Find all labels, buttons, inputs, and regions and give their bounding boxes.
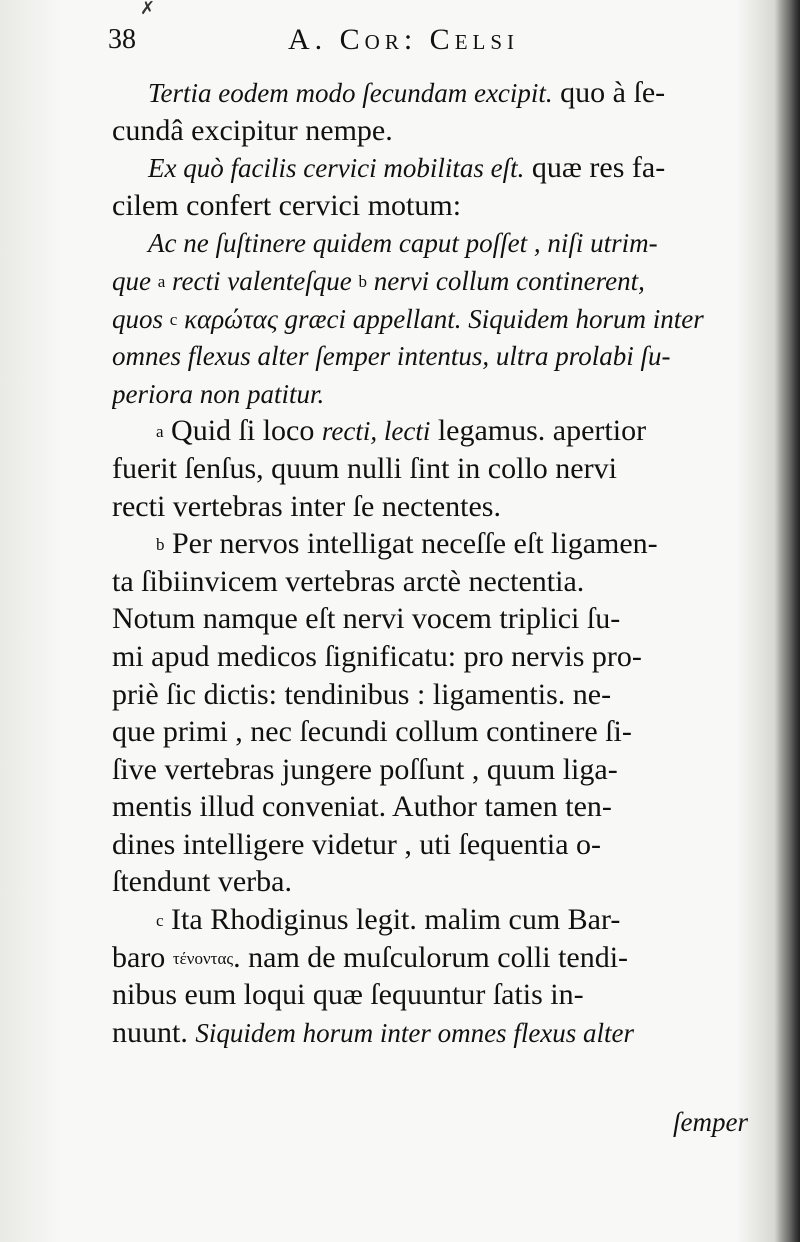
text-line (112, 412, 756, 450)
footnote-marker: a (157, 271, 166, 291)
text-segment: fuerit ſenſus, quum nulli ſint in collo nervi (112, 451, 617, 485)
text-segment: que primi , nec ſecundi collum continere ſi- (112, 715, 632, 749)
text-segment: Per nervos intelligat neceſſe eſt ligamen- (164, 527, 658, 561)
text-segment: mentis illud conveniat. Author tamen ten- (112, 790, 612, 824)
page-header (108, 20, 748, 60)
text-segment: priè ſic dictis: tendinibus : ligamentis. ne- (112, 677, 612, 711)
text-segment: mi apud medicos ſignificatu: pro nervis pro- (112, 639, 642, 673)
text-line (112, 262, 756, 300)
footnote-marker: c (156, 911, 164, 931)
running-head: A. Cor: Celsi (288, 23, 520, 56)
text-segment: baro (112, 940, 173, 974)
text-line (112, 713, 756, 751)
text-segment: quos (112, 303, 170, 334)
text-segment: recti valenteſque (165, 265, 359, 296)
text-segment: Siquidem horum inter omnes flexus alter (195, 1017, 635, 1048)
footnote-marker: c (169, 309, 178, 329)
text-segment: quæ res fa- (524, 151, 666, 185)
text-segment: legamus. apertior (430, 414, 647, 448)
top-ink-mark: ✗ (140, 0, 156, 19)
page-edge-shadow (774, 0, 800, 1242)
text-segment: ſive vertebras jungere poſſunt , quum liga- (112, 752, 618, 786)
text-body (112, 74, 756, 1051)
text-line (112, 149, 756, 187)
text-segment: Ex quò facilis cervici mobilitas eſt. (148, 153, 525, 184)
text-line (112, 638, 756, 676)
text-segment: nervi collum continerent, (366, 265, 645, 296)
text-line (112, 450, 756, 488)
text-line (112, 224, 756, 262)
text-segment: Tertia eodem modo ſecundam excipit. (148, 78, 553, 108)
text-segment: Ac ne ſuſtinere quidem caput poſſet , niſi utrim- (148, 228, 658, 259)
text-segment: recti vertebras inter ſe nectentes. (112, 489, 501, 523)
text-line (112, 337, 756, 375)
text-line (112, 112, 756, 150)
text-line (112, 300, 756, 338)
text-line (112, 74, 756, 112)
text-line (112, 600, 756, 638)
text-line (112, 1014, 756, 1052)
text-segment: omnes flexus alter ſemper intentus, ultra prolabi ſu- (112, 341, 671, 372)
text-line (112, 788, 756, 826)
text-line (112, 187, 756, 225)
text-line (112, 939, 756, 977)
text-line (112, 676, 756, 714)
text-segment: ſtendunt verba. (112, 865, 292, 899)
footnote-marker: a (156, 422, 164, 442)
text-segment: periora non patitur. (112, 378, 325, 409)
text-line (112, 976, 756, 1014)
text-segment: . nam de muſculorum colli tendi- (233, 940, 629, 974)
text-segment: recti, lecti (321, 416, 431, 447)
text-line (112, 751, 756, 789)
footnote-marker: τένοντας (172, 948, 234, 968)
page-number: 38 (108, 24, 136, 55)
text-segment: ta ſibiinvicem vertebras arctè nectentia. (112, 564, 585, 598)
text-segment: nuunt. (112, 1015, 196, 1049)
text-segment: καρώτας græci appellant. Siquidem horum inter (177, 303, 704, 334)
text-segment: Notum namque eſt nervi vocem triplici ſu- (112, 602, 621, 636)
text-line (112, 563, 756, 601)
text-line (112, 525, 756, 563)
text-segment: dines intelligere videtur , uti ſequentia o- (112, 827, 602, 861)
catchword: ſemper (673, 1107, 748, 1137)
text-line (112, 901, 756, 939)
footnote-marker: b (156, 535, 165, 555)
text-segment: nibus eum loqui quæ ſequuntur ſatis in- (112, 978, 584, 1012)
text-segment: cilem confert cervici motum: (112, 188, 462, 222)
text-line (112, 488, 756, 526)
text-segment: que (112, 265, 158, 296)
text-segment: Ita Rhodiginus legit. malim cum Bar- (163, 903, 621, 937)
text-segment: cundâ excipitur nempe. (112, 113, 393, 147)
footnote-marker: b (358, 271, 367, 291)
text-segment: quo à ſe- (552, 76, 666, 109)
text-line (112, 826, 756, 864)
text-segment: Quid ſi loco (163, 414, 322, 448)
text-line (112, 863, 756, 901)
text-line (112, 375, 756, 413)
